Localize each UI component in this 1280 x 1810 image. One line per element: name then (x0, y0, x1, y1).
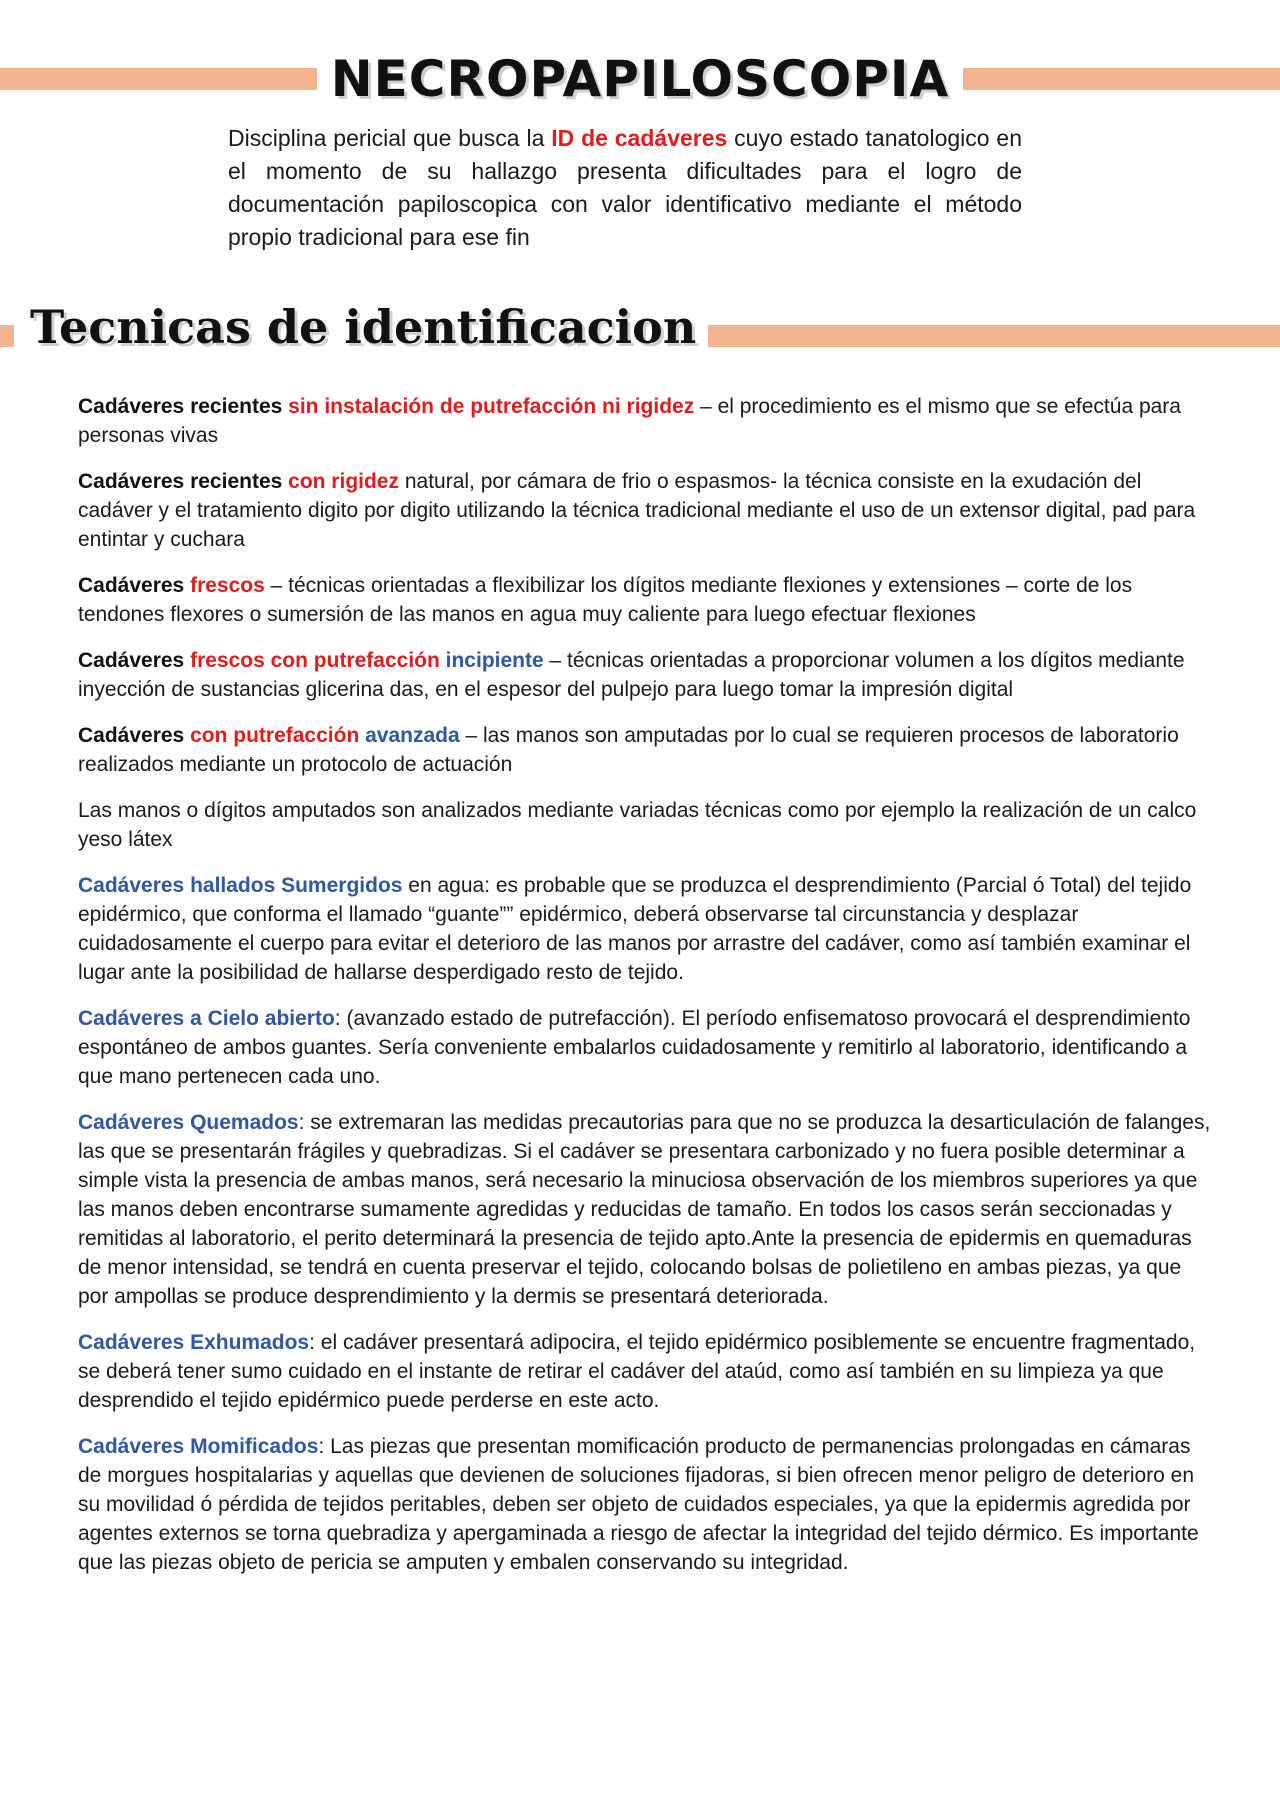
technique-list (78, 392, 1211, 1594)
item-highlight-red: sin instalación de putrefacción ni rigidez (288, 395, 695, 418)
list-item (78, 1328, 1211, 1415)
item-highlight-red: con rigidez (288, 470, 399, 493)
item-lead: Cadáveres recientes (78, 395, 289, 418)
item-lead: Cadáveres (78, 724, 191, 747)
item-lead-blue: Cadáveres Exhumados (78, 1331, 310, 1354)
page-title (0, 50, 1280, 108)
item-highlight-blue: incipiente (439, 649, 544, 672)
list-item (78, 467, 1211, 554)
item-highlight-red: con putrefacción (190, 724, 360, 747)
item-lead: Cadáveres (78, 574, 191, 597)
list-item (78, 571, 1211, 629)
item-text: – técnicas orientadas a flexibilizar los dígitos mediante flexiones y extensiones – corte de los tendones flexores o sumersión de las manos en agua muy caliente para luego efectuar flexiones (78, 574, 1133, 626)
item-lead-blue: Cadáveres hallados Sumergidos (78, 874, 403, 897)
item-text: : Las piezas que presentan momificación producto de permanencias prolongadas en cámaras de morgues hospitalarias y aquellas que devienen de soluciones fijadoras, si bien ofrecen menor peligro de deterioro en su movilidad ó pérdida de tejidos peritables, deben ser objeto de cuidados especiales, ya que la epidermis agredida por agentes externos se torna quebradiza y apergaminada a riesgo de afectar la integridad del tejido dérmico. Es importante que las piezas objeto de pericia se amputen y embalen conservando su integridad. (78, 1435, 1199, 1574)
list-item (78, 1108, 1211, 1311)
item-lead: Cadáveres (78, 649, 191, 672)
list-item (78, 392, 1211, 450)
item-text: : (avanzado estado de putrefacción). El período enfisematoso provocará el desprendimiento espontáneo de ambos guantes. Sería conveniente embalarlos cuidadosamente y remitirlo al laboratorio, identificando a que mano pertenecen cada uno. (78, 1007, 1191, 1088)
item-text: : el cadáver presentará adipocira, el tejido epidérmico posiblemente se encuentre fragmentado, se deberá tener sumo cuidado en el instante de retirar el cadáver del ataúd, como así también en su limpieza ya que desprendido el tejido epidérmico puede perderse en este acto. (78, 1331, 1196, 1412)
section-band-left (0, 325, 14, 347)
list-item (78, 796, 1211, 854)
list-item (78, 721, 1211, 779)
item-highlight-red: frescos (190, 574, 265, 597)
list-item (78, 871, 1211, 987)
item-highlight-blue: avanzada (359, 724, 460, 747)
item-text: en agua: es probable que se produzca el desprendimiento (Parcial ó Total) del tejido epidérmico, que conforma el llamado “guante”” epidérmico, deberá observarse tal circunstancia y desplazar cuidadosamente el cuerpo para evitar el deterioro de las manos por arrastre del cadáver, como así también examinar el lugar ante la posibilidad de hallarse desperdigado resto de tejido. (78, 874, 1192, 984)
intro-highlight: ID de cadáveres (551, 125, 728, 151)
list-item (78, 1004, 1211, 1091)
item-lead-blue: Cadáveres a Cielo abierto (78, 1007, 335, 1030)
intro-after: cuyo estado tanatologico en el momento de su hallazgo presenta dificultades para el logro de documentación papiloscopica con valor identificativo mediante el método propio tradicional para ese fin (228, 125, 1022, 250)
item-lead: Cadáveres recientes (78, 470, 289, 493)
item-highlight-red: frescos con putrefacción (190, 649, 440, 672)
item-text: – el procedimiento es el mismo que se efectúa para personas vivas (78, 395, 1181, 447)
item-text: Las manos o dígitos amputados son analizados mediante variadas técnicas como por ejemplo la realización de un calco yeso látex (78, 799, 1197, 851)
list-item (78, 646, 1211, 704)
item-text: natural, por cámara de frio o espasmos- la técnica consiste en la exudación del cadáver y el tratamiento digito por digito utilizando la técnica tradicional mediante el uso de un extensor digital, pad para entintar y cuchara (78, 470, 1196, 551)
intro-paragraph (228, 122, 1022, 254)
item-text: – técnicas orientadas a proporcionar volumen a los dígitos mediante inyección de sustancias glicerina das, en el espesor del pulpejo para luego tomar la impresión digital (78, 649, 1185, 701)
intro-before: Disciplina pericial que busca la (228, 125, 552, 151)
section-title: Tecnicas de identificacion (26, 300, 708, 354)
item-lead-blue: Cadáveres Momificados (78, 1435, 319, 1458)
item-text: – las manos son amputadas por lo cual se requieren procesos de laboratorio realizados mediante un protocolo de actuación (78, 724, 1179, 776)
list-item (78, 1432, 1211, 1577)
item-lead-blue: Cadáveres Quemados (78, 1111, 299, 1134)
page-title-text: NECROPAPILOSCOPIA (317, 50, 963, 108)
item-text: : se extremaran las medidas precautorias para que no se produzca la desarticulación de falanges, las que se presentarán frágiles y quebradizas. Si el cadáver se presentara carbonizado y no fuera posible determinar a simple vista la presencia de ambas manos, será necesario la minuciosa observación de los miembros superiores ya que las manos deben encontrarse sumamente agredidas y reducidas de tamaño. En todos los casos serán seccionadas y remitidas al laboratorio, el perito determinará la presencia de tejido apto.Ante la presencia de epidermis en quemaduras de menor intensidad, se tendrá en cuenta preservar el tejido, colocando bolsas de polietileno en ambas piezas, ya que por ampollas se produce desprendimiento y la dermis se presentará deteriorada. (78, 1111, 1211, 1308)
